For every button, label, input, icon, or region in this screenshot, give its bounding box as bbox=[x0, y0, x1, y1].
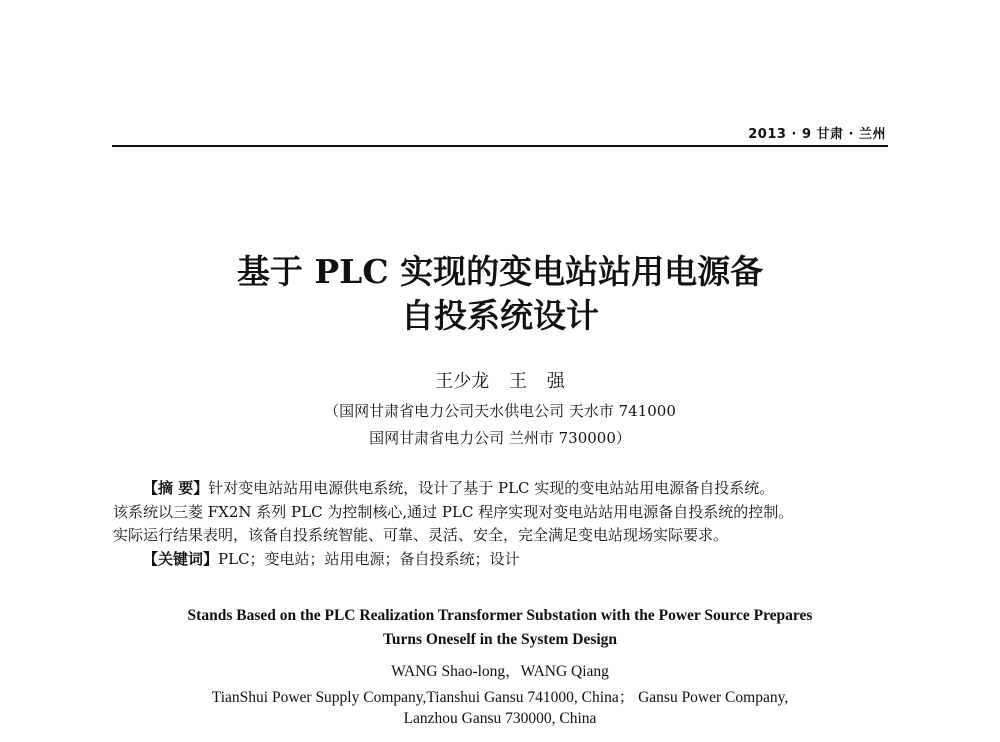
issue-date-location: 2013 · 9 甘肃 · 兰州 bbox=[748, 127, 886, 142]
english-authors: WANG Shao-long，WANG Qiang bbox=[391, 663, 609, 680]
affiliation-line2: 国网甘肃省电力公司 兰州市 730000） bbox=[369, 429, 631, 447]
keywords-text: PLC；变电站；站用电源；备自投系统；设计 bbox=[218, 549, 520, 568]
abstract-block bbox=[113, 477, 893, 571]
authors: 王少龙 王 强 bbox=[435, 371, 565, 392]
header-divider bbox=[112, 145, 888, 147]
paper-title-line2: 自投系统设计 bbox=[401, 296, 599, 335]
abstract-text-1: 针对变电站站用电源供电系统，设计了基于 PLC 实现的变电站站用电源备自投系统。 bbox=[208, 479, 775, 497]
abstract-line3: 实际运行结果表明，该备自投系统智能、可靠、灵活、安全，完全满足变电站现场实际要求。 bbox=[113, 526, 729, 544]
english-affiliation-line1: TianShui Power Supply Company,Tianshui Gansu 741000, China； Gansu Power Company, bbox=[211, 689, 789, 706]
abstract-line1 bbox=[113, 477, 893, 501]
english-title bbox=[0, 604, 1000, 652]
english-affiliation-line2: Lanzhou Gansu 730000, China bbox=[403, 710, 597, 727]
affiliation-line1: （国网甘肃省电力公司天水供电公司 天水市 741000 bbox=[324, 402, 676, 420]
english-title-line2: Turns Oneself in the System Design bbox=[382, 631, 618, 648]
abstract-label: 【摘 要】 bbox=[143, 479, 209, 497]
paper-title bbox=[0, 250, 1000, 338]
abstract-line2: 该系统以三菱 FX2N 系列 PLC 为控制核心,通过 PLC 程序实现对变电站站用电源备自投系统的控制。 bbox=[113, 502, 794, 521]
english-title-line1: Stands Based on the PLC Realization Transformer Substation with the Power Source Prepares bbox=[187, 607, 813, 624]
keywords-label: 【关键词】 bbox=[143, 549, 219, 568]
keywords-line bbox=[113, 548, 893, 572]
paper-title-line1: 基于 PLC 实现的变电站站用电源备 bbox=[236, 252, 764, 291]
